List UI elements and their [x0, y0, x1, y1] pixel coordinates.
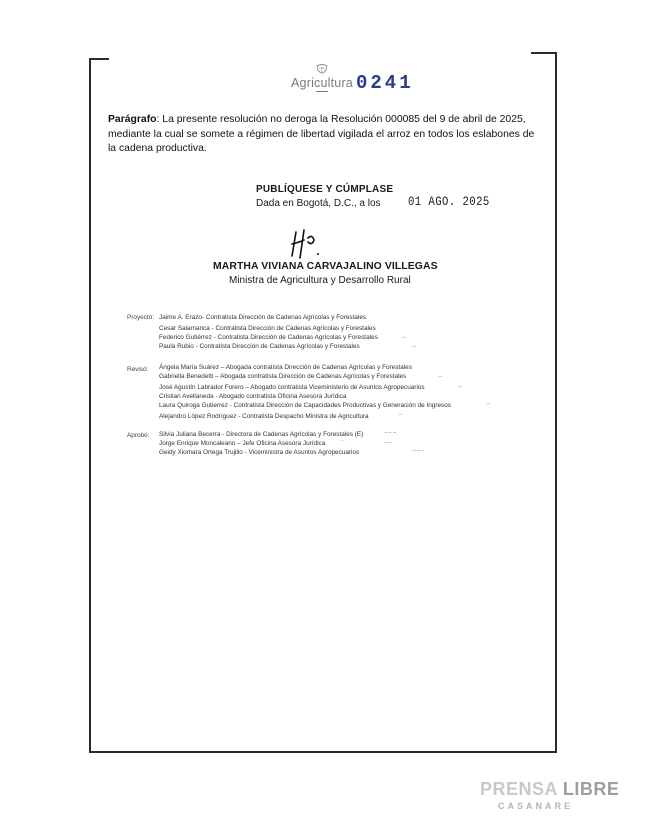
initials-mark: ~~ [384, 440, 393, 446]
initials-mark: ~ [438, 374, 443, 380]
initials-mark: ~ [458, 384, 463, 390]
document-frame-top-left [89, 58, 109, 60]
document-frame-bottom [89, 751, 557, 753]
paragraph-text: : La presente resolución no deroga la Resolución 000085 del 9 de abril de 2025, mediante la cual se somete a régimen de libertad vigilada el arroz en todos los eslabones de la cadena productiva. [108, 114, 535, 154]
watermark-logo [480, 779, 619, 800]
credit-line: Jorge Enrique Moncaleano – Jefe Oficina Asesora Jurídica [159, 440, 326, 447]
logo-underline [316, 91, 328, 92]
credit-line: Jaime A. Erazo- Contratista Dirección de Cadenas Agrícolas y Forestales [159, 314, 367, 321]
initials-mark: ~ [486, 401, 491, 407]
paragraph-label: Parágrafo [108, 114, 157, 125]
credit-line: Ángela María Suárez – Abogada contratista Dirección de Cadenas Agrícolas y Forestales [159, 364, 412, 371]
initials-mark: — [340, 438, 345, 444]
paragraph-clause [108, 113, 542, 157]
document-frame-right [555, 52, 557, 753]
watermark-subtitle: CASANARE [498, 801, 574, 811]
given-line: Dada en Bogotá, D.C., a los [256, 198, 381, 209]
initials-mark: ~~~ [412, 448, 425, 454]
credit-line: Alejandro López Rodríguez - Contratista Despacho Ministra de Agricultura [159, 413, 369, 420]
initials-mark: ~ [412, 344, 417, 350]
coat-of-arms-icon [314, 64, 330, 76]
credit-line: Gabriella Benedetti – Abogada contratista Dirección de Cadenas Agrícolas y Forestales [159, 373, 407, 380]
credit-line: Laura Quiroga Gutierrez - Contratista Dirección de Capacidades Productivas y Generación de Ingresos [159, 402, 451, 409]
credit-line: Cristian Avellaneda - Abogado contratista Oficina Asesora Jurídica [159, 393, 347, 400]
watermark-word: LIBRE [562, 779, 620, 799]
watermark-word: PRENSA [480, 779, 558, 799]
resolution-number: 0241 [356, 72, 414, 94]
proyecto-label: Proyecto: [127, 314, 154, 321]
document-frame-top-right [531, 52, 557, 54]
logo-text: Agricultura [291, 76, 353, 90]
initials-mark: ~ [398, 412, 403, 418]
credit-line: Cesar Salamanca - Contratista Dirección de Cadenas Agrícolas y Forestales [159, 325, 376, 332]
document-frame-left [89, 60, 91, 753]
initials-mark: ~ [402, 335, 407, 341]
initials-mark: ~~~ [384, 430, 397, 436]
signature-mark [288, 228, 324, 260]
minister-name: MARTHA VIVIANA CARVAJALINO VILLEGAS [213, 261, 438, 272]
aprobo-label: Aprobó: [127, 432, 150, 439]
reviso-label: Revisó: [127, 366, 149, 373]
credit-line: José Agustín Labrador Forero – Abogado contratista Viceministerio de Asuntos Agropecuarios [159, 384, 425, 391]
publish-line: PUBLÍQUESE Y CÚMPLASE [256, 184, 394, 195]
credit-line: Federico Gutiérrez - Contratista Dirección de Cadenas Agrícolas y Forestales [159, 334, 378, 341]
credit-line: Paula Rubio - Contratista Dirección de Cadenas Agrícolas y Forestales [159, 343, 360, 350]
minister-title: Ministra de Agricultura y Desarrollo Rural [229, 275, 411, 286]
ministry-logo [282, 64, 362, 92]
credit-line: Silvia Juliana Becerra - Directora de Cadenas Agrícolas y Forestales (E) [159, 431, 364, 438]
credit-line: Geidy Xiomara Ortega Trujillo - Viceministra de Asuntos Agropecuarios [159, 449, 360, 456]
date-stamp: 01 AGO. 2025 [408, 194, 490, 209]
